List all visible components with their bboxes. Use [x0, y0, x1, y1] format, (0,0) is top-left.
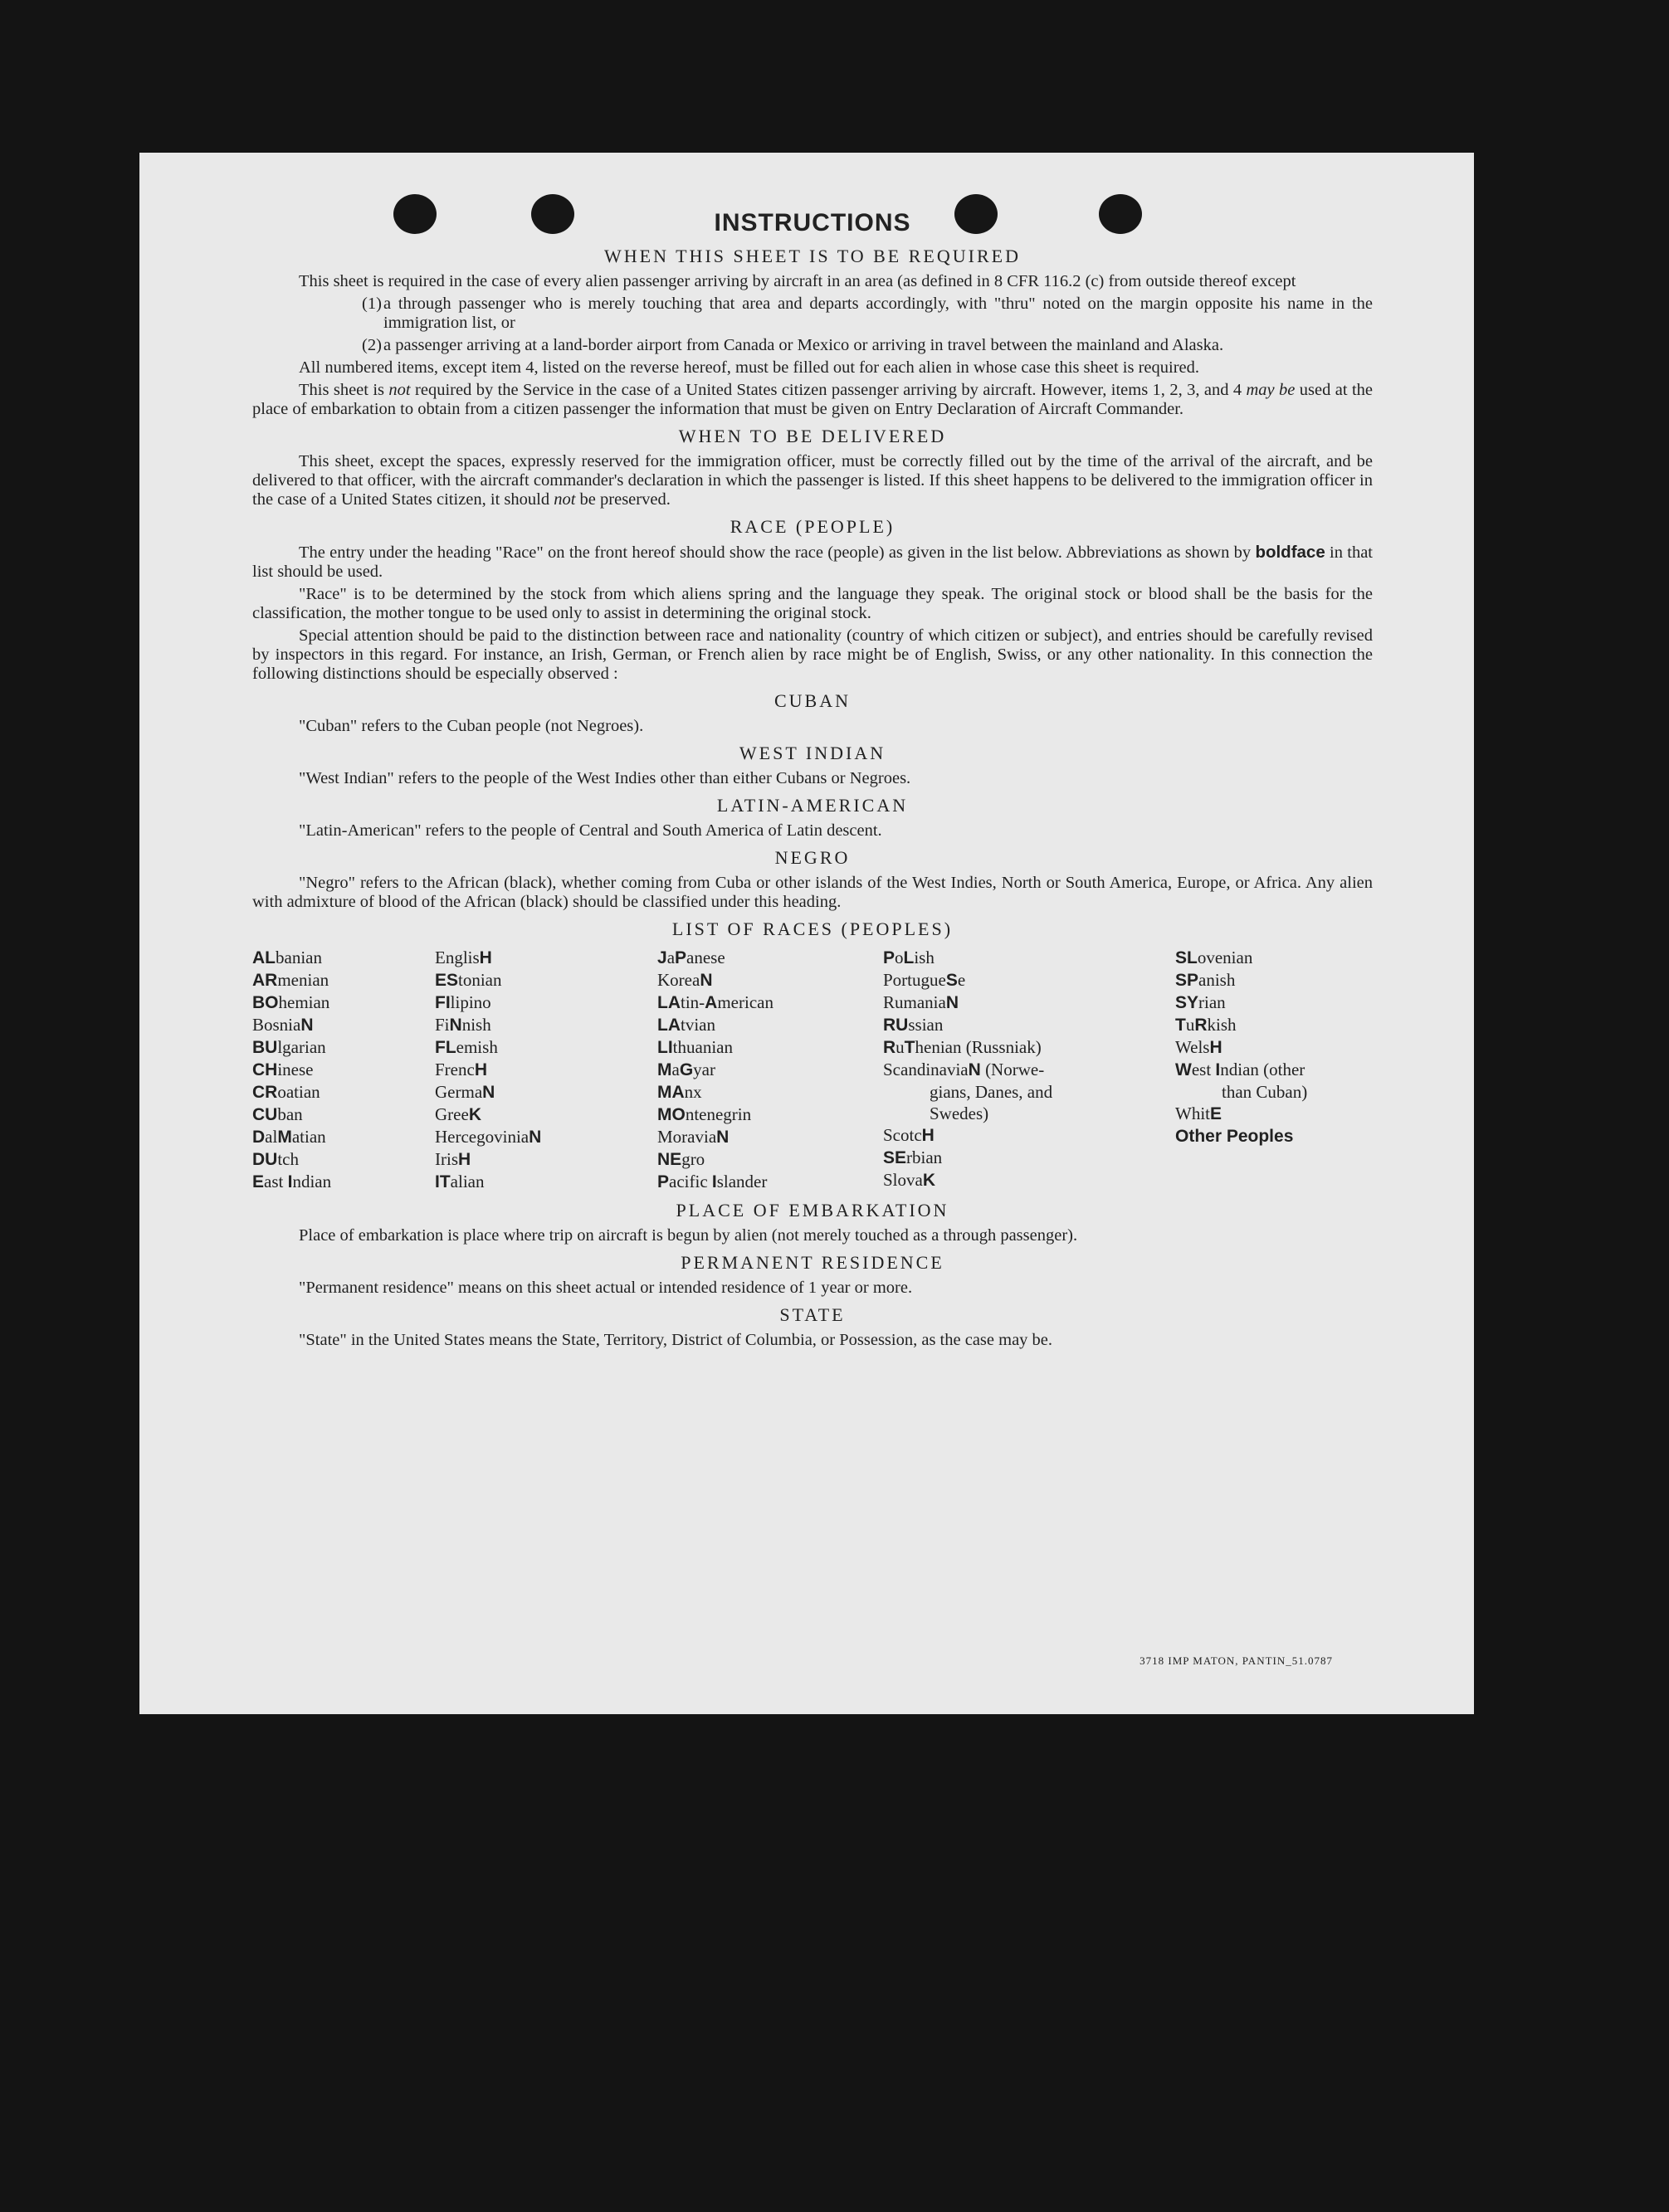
race-abbrev: N — [300, 1016, 314, 1035]
race-abbrev: AR — [252, 971, 278, 990]
paragraph — [252, 543, 1373, 582]
emphasis: not — [554, 490, 576, 509]
race-abbrev: CH — [252, 1060, 278, 1079]
race-text: Korea — [657, 970, 700, 990]
race-text: lipino — [450, 992, 491, 1012]
race-text: u — [896, 1037, 905, 1057]
page-title: INSTRUCTIONS — [714, 209, 911, 236]
race-text: Germa — [435, 1082, 483, 1102]
race-entry — [657, 947, 883, 969]
race-entry — [657, 1171, 883, 1193]
paragraph — [252, 381, 1373, 419]
race-entry — [252, 1081, 435, 1104]
race-text: u — [1185, 1015, 1195, 1035]
race-abbrev: P — [675, 948, 687, 967]
race-text: rbian — [906, 1147, 943, 1167]
paragraph: "Negro" refers to the African (black), whether coming from Cuba or other islands of the West Indies, North or South America, Europe, or Africa. Any alien with admixture of blood of the African (black) should be classified under this heading. — [252, 874, 1373, 911]
race-entry — [1175, 947, 1374, 969]
race-entry — [252, 947, 435, 969]
race-text: lgarian — [277, 1037, 326, 1057]
race-text: tonian — [458, 970, 502, 990]
text-run: in that list should be used. — [252, 543, 1374, 581]
race-abbrev: W — [1175, 1060, 1192, 1079]
race-text: est — [1191, 1060, 1216, 1079]
paragraph: All numbered items, except item 4, listed on the reverse hereof, must be filled out for each alien in whose case this sheet is required. — [299, 358, 1200, 377]
race-entry — [435, 1014, 657, 1036]
race-entry — [883, 947, 1175, 969]
race-abbrev: SE — [883, 1148, 907, 1167]
race-abbrev: FL — [435, 1038, 456, 1057]
race-abbrev: K — [922, 1171, 936, 1190]
race-abbrev: LI — [657, 1038, 673, 1057]
race-entry — [252, 1126, 435, 1148]
race-entry — [883, 1081, 1175, 1103]
race-entry — [252, 1036, 435, 1059]
race-entry — [883, 1169, 1175, 1191]
race-text: Slova — [883, 1170, 923, 1190]
race-text: Wels — [1175, 1037, 1210, 1057]
race-entry — [435, 992, 657, 1014]
race-text: ovenian — [1197, 948, 1253, 967]
race-entry — [657, 969, 883, 992]
race-abbrev: RU — [883, 1016, 909, 1035]
race-entry — [435, 947, 657, 969]
race-abbrev: N — [716, 1128, 730, 1147]
item-number: (2) — [362, 336, 382, 354]
item-text: a through passenger who is merely touching that area and departs accordingly, with "thru" noted on the margin opposite his name in the immigration list, or — [383, 295, 1373, 332]
race-text: yar — [693, 1060, 715, 1079]
heading-residence: PERMANENT RESIDENCE — [681, 1252, 944, 1273]
text-run: The entry under the heading "Race" on the front hereof should show the race (people) as given in the list below. Abbreviations as shown by — [299, 543, 1256, 562]
race-abbrev: N — [945, 993, 959, 1012]
race-column — [435, 947, 657, 1193]
emphasis: not — [388, 381, 411, 399]
race-entry — [1175, 1125, 1374, 1147]
race-entry — [435, 1036, 657, 1059]
race-text: menian — [277, 970, 329, 990]
race-abbrev: J — [657, 948, 667, 967]
race-text: Rumania — [883, 992, 946, 1012]
race-abbrev: R — [883, 1038, 896, 1057]
race-entry — [1175, 1081, 1374, 1103]
race-abbrev: E — [252, 1172, 265, 1191]
race-text: Scandinavia — [883, 1060, 969, 1079]
race-abbrev: P — [883, 948, 896, 967]
race-column — [883, 947, 1175, 1193]
heading-state: STATE — [779, 1304, 846, 1325]
race-text: Gree — [435, 1104, 469, 1124]
paragraph — [252, 452, 1373, 509]
race-text: anese — [686, 948, 725, 967]
race-abbrev: P — [657, 1172, 670, 1191]
race-abbrev: H — [1209, 1038, 1222, 1057]
race-text: Hercegovinia — [435, 1127, 529, 1147]
race-abbrev: SY — [1175, 993, 1199, 1012]
race-entry — [883, 969, 1175, 992]
race-text: emish — [456, 1037, 498, 1057]
paragraph: Place of embarkation is place where trip on aircraft is begun by alien (not merely touched as a through passenger). — [299, 1226, 1078, 1245]
race-text: ban — [277, 1104, 303, 1124]
race-abbrev: M — [277, 1128, 292, 1147]
heading-when-delivered: WHEN TO BE DELIVERED — [678, 426, 947, 446]
race-entry — [657, 992, 883, 1014]
race-text: (Norwe- — [980, 1060, 1045, 1079]
race-entry — [883, 1014, 1175, 1036]
race-text: a — [666, 948, 676, 967]
race-abbrev: H — [479, 948, 492, 967]
paragraph: "Cuban" refers to the Cuban people (not Negroes). — [299, 717, 644, 735]
race-text: banian — [276, 948, 322, 967]
race-list — [252, 947, 1373, 1193]
race-entry — [1175, 969, 1374, 992]
race-abbrev: N — [968, 1060, 981, 1079]
text-run: be preserved. — [575, 490, 671, 509]
race-abbrev: H — [474, 1060, 487, 1079]
race-abbrev: SL — [1175, 948, 1198, 967]
race-text: ssian — [908, 1015, 944, 1035]
race-entry — [657, 1036, 883, 1059]
race-abbrev: R — [1194, 1016, 1208, 1035]
race-text: o — [895, 948, 904, 967]
race-entry — [1175, 992, 1374, 1014]
race-entry — [252, 1171, 435, 1193]
text-run: This sheet is — [299, 381, 389, 399]
race-abbrev: H — [458, 1150, 471, 1169]
race-entry — [657, 1126, 883, 1148]
race-text: Iris — [435, 1149, 458, 1169]
race-entry — [252, 992, 435, 1014]
race-abbrev: N — [700, 971, 713, 990]
race-text: al — [265, 1127, 278, 1147]
race-entry — [435, 1171, 657, 1193]
paragraph: "West Indian" refers to the people of the West Indies other than either Cubans or Negroes. — [299, 769, 911, 787]
race-entry — [1175, 1103, 1374, 1125]
race-entry — [883, 1036, 1175, 1059]
race-abbrev: E — [1210, 1104, 1222, 1123]
race-entry — [252, 1059, 435, 1081]
race-abbrev: FI — [435, 993, 451, 1012]
race-text: anish — [1198, 970, 1236, 990]
list-item — [362, 336, 1373, 355]
race-entry — [252, 1148, 435, 1171]
bold-text: boldface — [1255, 543, 1325, 562]
race-text: Whit — [1175, 1104, 1210, 1123]
race-text: acific — [669, 1172, 712, 1191]
race-text: rian — [1198, 992, 1226, 1012]
race-text: gians, Danes, and — [930, 1082, 1053, 1102]
race-text: gro — [681, 1149, 705, 1169]
race-entry — [252, 1014, 435, 1036]
race-entry — [883, 1103, 1175, 1124]
race-text: hemian — [278, 992, 330, 1012]
race-column — [252, 947, 435, 1193]
heading-when-required: WHEN THIS SHEET IS TO BE REQUIRED — [604, 246, 1021, 266]
race-text: Frenc — [435, 1060, 475, 1079]
race-abbrev: K — [468, 1105, 481, 1124]
race-text: nish — [461, 1015, 491, 1035]
print-code: 3718 IMP MATON, PANTIN_51.0787 — [1140, 1654, 1333, 1667]
emphasis: may be — [1246, 381, 1296, 399]
item-text: a passenger arriving at a land-border airport from Canada or Mexico or arriving in travel between the mainland and Alaska. — [383, 336, 1224, 354]
race-entry — [1175, 1014, 1374, 1036]
race-abbrev: ES — [435, 971, 459, 990]
race-entry — [1175, 1036, 1374, 1059]
heading-race: RACE (PEOPLE) — [730, 516, 896, 537]
race-abbrev: IT — [435, 1172, 451, 1191]
list-item — [362, 295, 1373, 333]
race-abbrev: I — [287, 1172, 293, 1191]
race-abbrev: M — [657, 1060, 672, 1079]
race-abbrev: BU — [252, 1038, 278, 1057]
race-text: henian (Russniak) — [915, 1037, 1042, 1057]
race-abbrev: L — [903, 948, 915, 967]
heading-list-of-races: LIST OF RACES (PEOPLES) — [671, 918, 954, 939]
heading-west-indian: WEST INDIAN — [739, 743, 886, 763]
race-text: than Cuban) — [1222, 1082, 1308, 1102]
race-text: e — [957, 970, 966, 990]
race-text: ntenegrin — [685, 1104, 752, 1124]
race-text: alian — [450, 1172, 485, 1191]
race-text: ndian (other — [1220, 1060, 1305, 1079]
race-abbrev: CR — [252, 1083, 278, 1102]
race-entry — [252, 1104, 435, 1126]
paragraph: This sheet is required in the case of every alien passenger arriving by aircraft in an area (as defined in 8 CFR 116.2 (c) from outside thereof except — [299, 272, 1296, 290]
text-run: required by the Service in the case of a United States citizen passenger arriving by aircraft. However, items 1, 2, 3, and 4 — [410, 381, 1247, 399]
paragraph: "Race" is to be determined by the stock from which aliens spring and the language they speak. The original stock or blood shall be the basis for the classification, the mother tongue to be used only to assist in determining the original stock. — [252, 585, 1373, 622]
text-run: used at the place of embarkation to obtain from a citizen passenger the information that must be given on Entry Declaration of Aircraft Commander. — [252, 381, 1373, 418]
race-text: Moravia — [657, 1127, 717, 1147]
race-text: merican — [717, 992, 773, 1012]
race-abbrev: LA — [657, 993, 681, 1012]
race-abbrev: MA — [657, 1083, 685, 1102]
race-entry — [657, 1059, 883, 1081]
race-text: Fi — [435, 1015, 450, 1035]
text-run: This sheet, except the spaces, expressly reserved for the immigration officer, must be correctly filled out by the time of the arrival of the aircraft, and be delivered to that officer, with the aircraft commander's declaration in which the passenger is listed. If this sheet happens to be delivered to the immigration officer in the case of a United States citizen, it should — [252, 452, 1373, 509]
heading-negro: NEGRO — [774, 847, 851, 868]
race-entry — [883, 992, 1175, 1014]
race-abbrev: N — [482, 1083, 495, 1102]
race-abbrev: D — [252, 1128, 266, 1147]
race-abbrev: SP — [1175, 971, 1199, 990]
race-abbrev: NE — [657, 1150, 682, 1169]
race-entry — [1175, 1059, 1374, 1081]
race-text: nx — [684, 1082, 702, 1102]
race-entry — [252, 969, 435, 992]
race-text: ish — [914, 948, 935, 967]
race-entry — [657, 1081, 883, 1104]
race-entry — [435, 1081, 657, 1104]
race-text: Portugue — [883, 970, 946, 990]
race-abbrev: N — [449, 1016, 462, 1035]
race-abbrev: T — [1175, 1016, 1186, 1035]
heading-embarkation: PLACE OF EMBARKATION — [676, 1200, 949, 1220]
race-abbrev: AL — [252, 948, 276, 967]
race-text: tvian — [681, 1015, 715, 1035]
race-abbrev: LA — [657, 1016, 681, 1035]
heading-cuban: CUBAN — [773, 690, 851, 711]
race-abbrev: I — [711, 1172, 717, 1191]
paragraph: "Permanent residence" means on this sheet actual or intended residence of 1 year or more. — [299, 1279, 913, 1297]
race-abbrev: N — [529, 1128, 542, 1147]
race-text: thuanian — [672, 1037, 733, 1057]
race-column — [657, 947, 883, 1193]
race-text: kish — [1207, 1015, 1237, 1035]
race-text: oatian — [277, 1082, 320, 1102]
race-text: ast — [264, 1172, 288, 1191]
heading-latin-american: LATIN-AMERICAN — [716, 795, 909, 816]
race-abbrev: G — [679, 1060, 694, 1079]
race-column — [1175, 947, 1374, 1193]
race-entry — [435, 1148, 657, 1171]
race-entry — [883, 1059, 1175, 1081]
race-abbrev: CU — [252, 1105, 278, 1124]
item-number: (1) — [362, 295, 382, 313]
race-abbrev: MO — [657, 1105, 686, 1124]
race-entry — [883, 1147, 1175, 1169]
race-entry — [657, 1104, 883, 1126]
race-abbrev: T — [904, 1038, 915, 1057]
race-text: tch — [277, 1149, 299, 1169]
race-text: Bosnia — [252, 1015, 301, 1035]
race-entry — [435, 969, 657, 992]
race-text: Swedes) — [930, 1104, 989, 1123]
race-abbrev: A — [705, 993, 718, 1012]
race-text: ndian — [292, 1172, 332, 1191]
race-text: Englis — [435, 948, 480, 967]
race-text: Scotc — [883, 1125, 922, 1145]
race-abbrev: BO — [252, 993, 279, 1012]
race-abbrev: I — [1215, 1060, 1221, 1079]
instruction-sheet — [139, 153, 1474, 1714]
race-entry — [657, 1014, 883, 1036]
race-text: tin- — [681, 992, 705, 1012]
race-text: atian — [291, 1127, 326, 1147]
race-entry — [883, 1124, 1175, 1147]
race-entry — [657, 1148, 883, 1171]
race-text: a — [671, 1060, 680, 1079]
race-abbrev: H — [921, 1126, 935, 1145]
race-text: inese — [277, 1060, 314, 1079]
race-abbrev: DU — [252, 1150, 278, 1169]
paragraph: "State" in the United States means the State, Territory, District of Columbia, or Possession, as the case may be. — [299, 1331, 1053, 1349]
race-abbrev: Other Peoples — [1175, 1127, 1294, 1146]
race-text: slander — [716, 1172, 768, 1191]
race-entry — [435, 1104, 657, 1126]
paragraph: "Latin-American" refers to the people of Central and South America of Latin descent. — [299, 821, 882, 840]
race-entry — [435, 1059, 657, 1081]
paragraph: Special attention should be paid to the distinction between race and nationality (country of which citizen or subject), and entries should be carefully revised by inspectors in this regard. For instance, an Irish, German, or French alien by race might be of English, Swiss, or any other nationality. In this connection the following distinctions should be especially observed : — [252, 626, 1373, 683]
race-entry — [435, 1126, 657, 1148]
race-abbrev: S — [945, 971, 958, 990]
